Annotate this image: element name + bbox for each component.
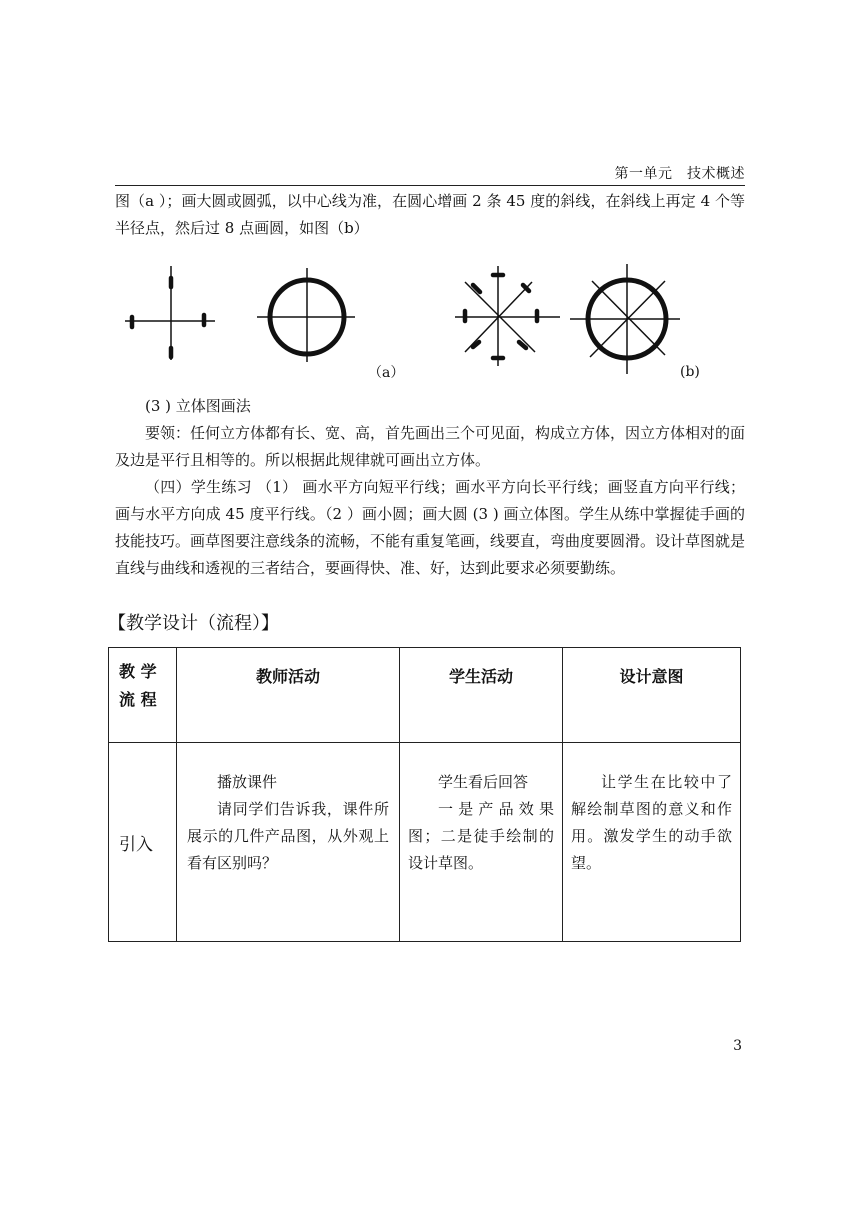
header-rule <box>115 185 745 186</box>
page-number: 3 <box>733 1038 742 1054</box>
figure-b-star <box>455 266 560 366</box>
table-header-row <box>109 648 741 743</box>
caption-b: (b) <box>680 364 700 380</box>
teacher-line1: 播放课件 <box>217 773 278 791</box>
section3-heading: (3 ) 立体图画法 <box>145 397 251 415</box>
header-flow-line1: 教 学 <box>119 662 157 681</box>
header-flow-line2: 流 程 <box>119 690 157 709</box>
table-row <box>109 743 741 942</box>
student-cell <box>400 743 563 942</box>
intro-paragraph: 图（a ）；画大圆或圆弧，以中心线为准，在圆心增画 2 条 45 度的斜线，在斜线上再定 4 个等半径点，然后过 8 点画圆，如图（b） <box>115 192 745 237</box>
figure-a-crosshair <box>125 266 215 360</box>
header-intent: 设计意图 <box>563 648 741 743</box>
figure-b-circle <box>570 264 680 374</box>
header-flow <box>109 648 177 743</box>
running-header: 第一单元 技术概述 <box>614 166 745 182</box>
exercise-paragraph: （四）学生练习 （1） 画水平方向短平行线；画水平方向长平行线；画竖直方向平行线；画与水平方向成 45 度平行线。（2 ）画小圆；画大圆 (3 ) 画立体图。学生从练中掌握徒手画的技能技巧。画草图要注意线条的流畅，不能有重复笔画，线要直，弯曲度要圆滑。设计草图就是直线与曲线和透视的三者结合，要画得快、准、好，达到此要求必须要勤练。 <box>115 478 746 577</box>
stage-cell: 引入 <box>109 743 177 942</box>
intent-text: 让学生在比较中了解绘制草图的意义和作用。激发学生的动手欲望。 <box>571 773 732 872</box>
teacher-cell <box>177 743 400 942</box>
section3-body: 要领：任何立方体都有长、宽、高，首先画出三个可见面，构成立方体，因立方体相对的面及边是平行且相等的。所以根据此规律就可画出立方体。 <box>115 424 746 469</box>
header-teacher: 教师活动 <box>177 648 400 743</box>
teaching-flow-table <box>108 647 741 942</box>
header-student: 学生活动 <box>400 648 563 743</box>
circle-drawing-figures <box>115 258 715 383</box>
intent-cell <box>563 743 741 942</box>
teacher-line2: 请同学们告诉我，课件所展示的几件产品图，从外观上看有区别吗？ <box>187 800 389 872</box>
student-line2: 一是产品效果图；二是徒手绘制的设计草图。 <box>408 800 554 872</box>
figure-a-circle <box>257 268 355 362</box>
caption-a: （a） <box>368 365 405 381</box>
design-section-title: 【教学设计（流程）】 <box>108 613 279 634</box>
student-line1: 学生看后回答 <box>438 773 529 791</box>
